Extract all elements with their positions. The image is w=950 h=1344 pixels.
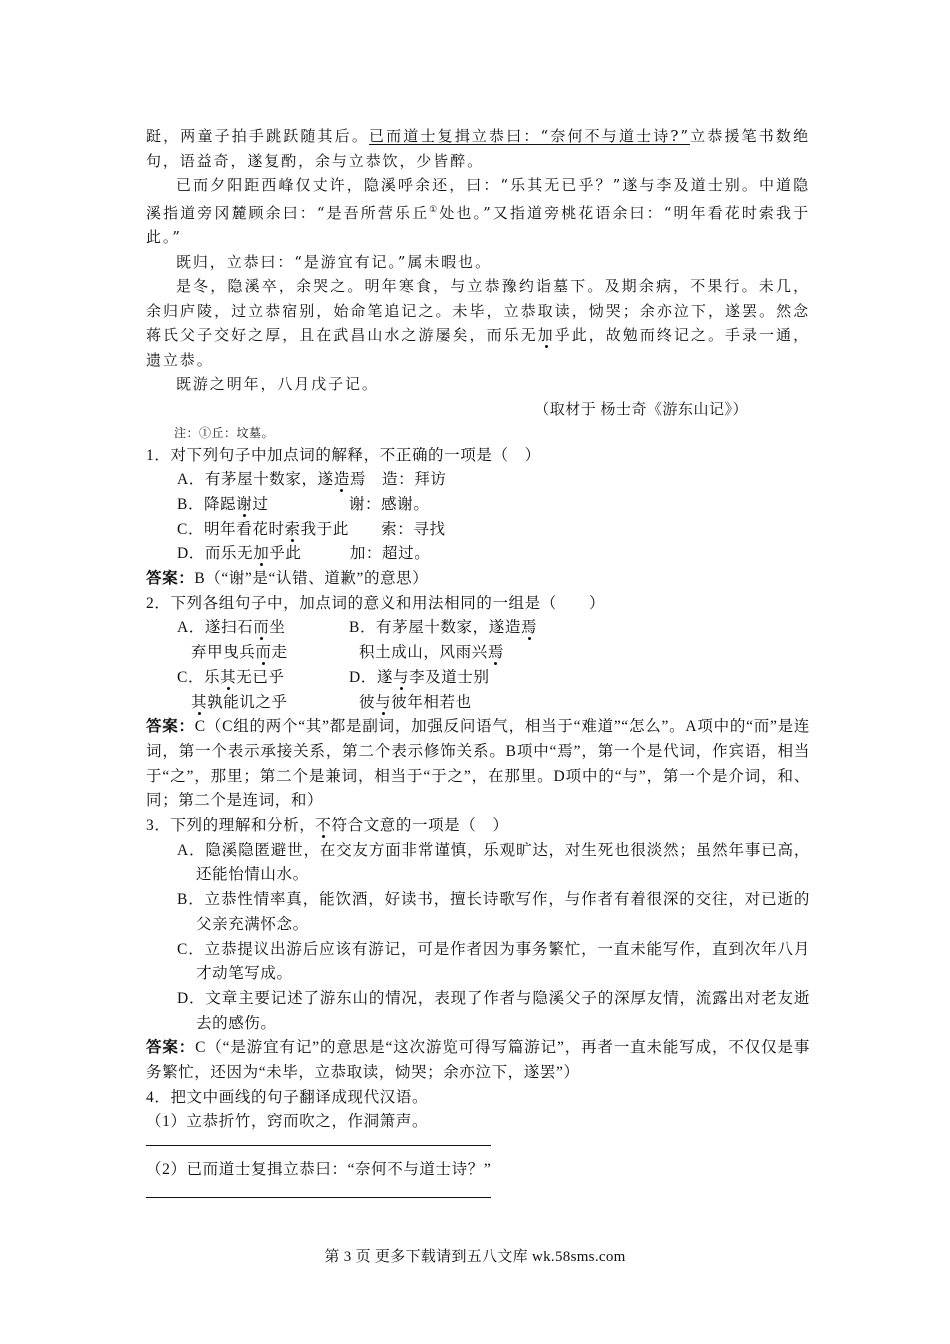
passage-paragraph-3: 既归，立恭曰：“是游宜有记。”属未暇也。 — [176, 252, 492, 271]
page-footer: 第 3 页 更多下载请到五八文库 wk.58sms.com — [324, 1249, 626, 1265]
answer-line-1[interactable] — [146, 1145, 491, 1146]
q3-option-a: A．隐溪隐匿避世，在交友方面非常谨慎，乐观旷达，对生死也很淡然；虽然年事已高，还能怡情山水。 — [177, 841, 810, 884]
q1-option-d — [146, 542, 810, 567]
option-text: 弃甲曳兵 — [191, 644, 256, 662]
answer-text: C（C组的两个“其”都是副词，加强反问语气，相当于“难道”“怎么”。A项中的“而”是连词，第一个表示承接关系，第二个表示修饰关系。B项中“焉”，第一个是代词，作宾语，相当于“之”，那里；第二个是兼词，相当于“于之”，在那里。D项中的“与”，第一个是介词，和、同；第二个是连词，和） — [146, 718, 810, 810]
classical-passage — [146, 124, 810, 397]
passage-source: （取材于 杨士奇《游东山记》） — [534, 401, 748, 418]
option-text: 我于此 索：寻找 — [300, 520, 446, 538]
stem-text: 符合文意的一项是（ ） — [331, 817, 509, 835]
dotted-word: 焉 — [487, 644, 504, 662]
passage-paragraph-5: 既游之明年，八月戊子记。 — [176, 375, 379, 393]
answer-text: C（“是游宜有记”的意思是“这次游览可得写篇游记”，再者一直未能写成，不仅仅是事务繁忙，还因为“未毕，立恭取读，恸哭；余亦泣下，遂罢”） — [146, 1039, 810, 1082]
answer-label: 答案： — [146, 570, 195, 588]
question-1-answer — [146, 567, 810, 592]
option-text: 积土成山，风雨兴 — [359, 644, 488, 662]
q2-option-a-second — [191, 641, 359, 666]
passage-paragraph-2 — [146, 173, 810, 250]
q1-option-c — [146, 518, 810, 543]
dotted-word: 加 — [537, 326, 555, 344]
option-text: C．乐 — [177, 668, 221, 686]
q2-option-c — [177, 666, 349, 691]
stem-text: 3．下列的理解和分析， — [146, 817, 316, 835]
option-text: 李及道士别 — [409, 668, 490, 686]
answer-text: B（“谢”是“认错、道歉”的意思） — [194, 570, 429, 588]
q3-option-c: C．立恭提议出游后应该有游记，可是作者因为事务繁忙，一直未能写作，直到次年八月才动笔写成。 — [177, 940, 810, 983]
dotted-word: 不 — [315, 817, 332, 835]
passage-text: 是冬，隐溪卒，余哭之。明年寒食，与立恭豫约诣墓下。及期余病，不果行。未几，余归庐陵，过立恭宿别，始命笔追记之。未毕，立恭取读，恸哭；余亦泣下，遂罢。然念蒋氏父子交好之厚，且在武昌山水之游屡矣，而乐无 — [146, 277, 810, 344]
q3-option-b: B．立恭性情率真，能饮酒，好读书，擅长诗歌写作，与作者有着很深的交往，对已逝的父亲充满怀念。 — [177, 891, 810, 933]
passage-text: 处也。”又指道旁桃花语余曰：“明年看花时索我于此。” — [146, 203, 810, 246]
answer-label: 答案： — [146, 718, 195, 736]
q4-sentence-1: （1）立恭折竹，窍而吹之，作洞箫声。 — [146, 1113, 429, 1131]
dotted-word: 谢 — [236, 495, 253, 513]
option-text: 走 — [271, 644, 288, 662]
q2-option-b — [349, 616, 537, 641]
dotted-word: 索 — [284, 520, 301, 538]
option-text: C．明年看花时 — [177, 520, 285, 538]
question-2-stem: 2．下列各组句子中，加点词的意义和用法相同的一组是（ ） — [146, 594, 606, 612]
q2-option-d — [349, 666, 490, 691]
q1-option-b — [146, 493, 810, 518]
footnote: 注：①丘：坟墓。 — [174, 425, 275, 440]
q2-row-ab-second — [146, 641, 810, 666]
questions — [146, 444, 810, 1198]
answer-label: 答案： — [146, 1039, 196, 1057]
option-text: 焉 造：拜访 — [349, 471, 447, 489]
passage-paragraph-4 — [146, 274, 810, 372]
q4-sentence-2: （2）已而道士复揖立恭曰：“奈何不与道士诗？” — [146, 1161, 492, 1179]
option-text: 过 谢：感谢。 — [252, 495, 430, 513]
passage-text: 已而夕阳距西峰仅丈许，隐溪呼余还，曰：“乐其无已乎？”遂与李及道士别。中道隐溪指道旁冈麓顾余曰：“是吾所营乐丘 — [146, 176, 810, 222]
underlined-sentence: 已而道士复揖立恭曰：“奈何不与道士诗?” — [368, 127, 690, 145]
dotted-word: 造 — [333, 471, 350, 489]
option-text: 彼 — [359, 693, 376, 711]
passage-paragraph-1 — [146, 124, 810, 173]
dotted-word: 焉 — [520, 619, 538, 637]
option-text: A．遂扫石 — [177, 619, 254, 637]
q2-option-a — [177, 616, 349, 641]
q1-option-a — [146, 468, 810, 493]
q2-row-ab — [146, 616, 810, 641]
option-text: D．而乐无 — [177, 545, 254, 563]
question-3-answer — [146, 1036, 810, 1085]
dotted-word: 其 — [220, 668, 237, 686]
dotted-word: 与 — [375, 693, 392, 711]
question-3-stem — [146, 814, 810, 839]
q2-row-cd-second — [146, 691, 810, 716]
option-text: B．有茅屋十数家，遂造 — [349, 619, 521, 637]
footnote-marker: ① — [429, 204, 440, 215]
option-text: A．有茅屋十数家，遂 — [177, 471, 334, 489]
passage-text: 立恭援笔书数绝句，语益奇，遂复酌，余与立恭饮，少皆醉。 — [146, 127, 810, 170]
dotted-word: 与 — [393, 668, 410, 686]
option-text: 乎此 加：超过。 — [269, 545, 431, 563]
page-content — [146, 124, 810, 1210]
dotted-word: 而 — [255, 644, 272, 662]
q2-row-cd — [146, 666, 810, 691]
question-1-stem: 1．对下列句子中加点词的解释，不正确的一项是（ ） — [146, 446, 541, 464]
question-2-answer — [146, 715, 810, 814]
option-text: 坐 — [269, 619, 286, 637]
q2-option-d-second — [359, 691, 472, 716]
dotted-word: 加 — [253, 545, 270, 563]
q3-option-d: D．文章主要记述了游东山的情况，表现了作者与隐溪父子的深厚友情，流露出对老友逝去的感伤。 — [177, 989, 810, 1032]
passage-text: 乎此，故勉而终记之。手录一通，遗立恭。 — [146, 326, 810, 369]
option-text: 孰能讥之乎 — [207, 693, 288, 711]
dotted-word: 其 — [191, 693, 208, 711]
q2-option-b-second — [359, 641, 504, 666]
question-4-stem: 4．把文中画线的句子翻译成现代汉语。 — [146, 1088, 429, 1106]
passage-text: 跹，两童子拍手跳跃随其后。 — [146, 127, 369, 145]
dotted-word: 而 — [253, 619, 270, 637]
answer-line-2[interactable] — [146, 1197, 491, 1198]
q2-option-c-second — [191, 691, 359, 716]
option-text: B．降跽 — [177, 495, 237, 513]
option-text: 彼年相若也 — [391, 693, 472, 711]
option-text: D．遂 — [349, 668, 393, 686]
option-text: 无已乎 — [236, 668, 285, 686]
